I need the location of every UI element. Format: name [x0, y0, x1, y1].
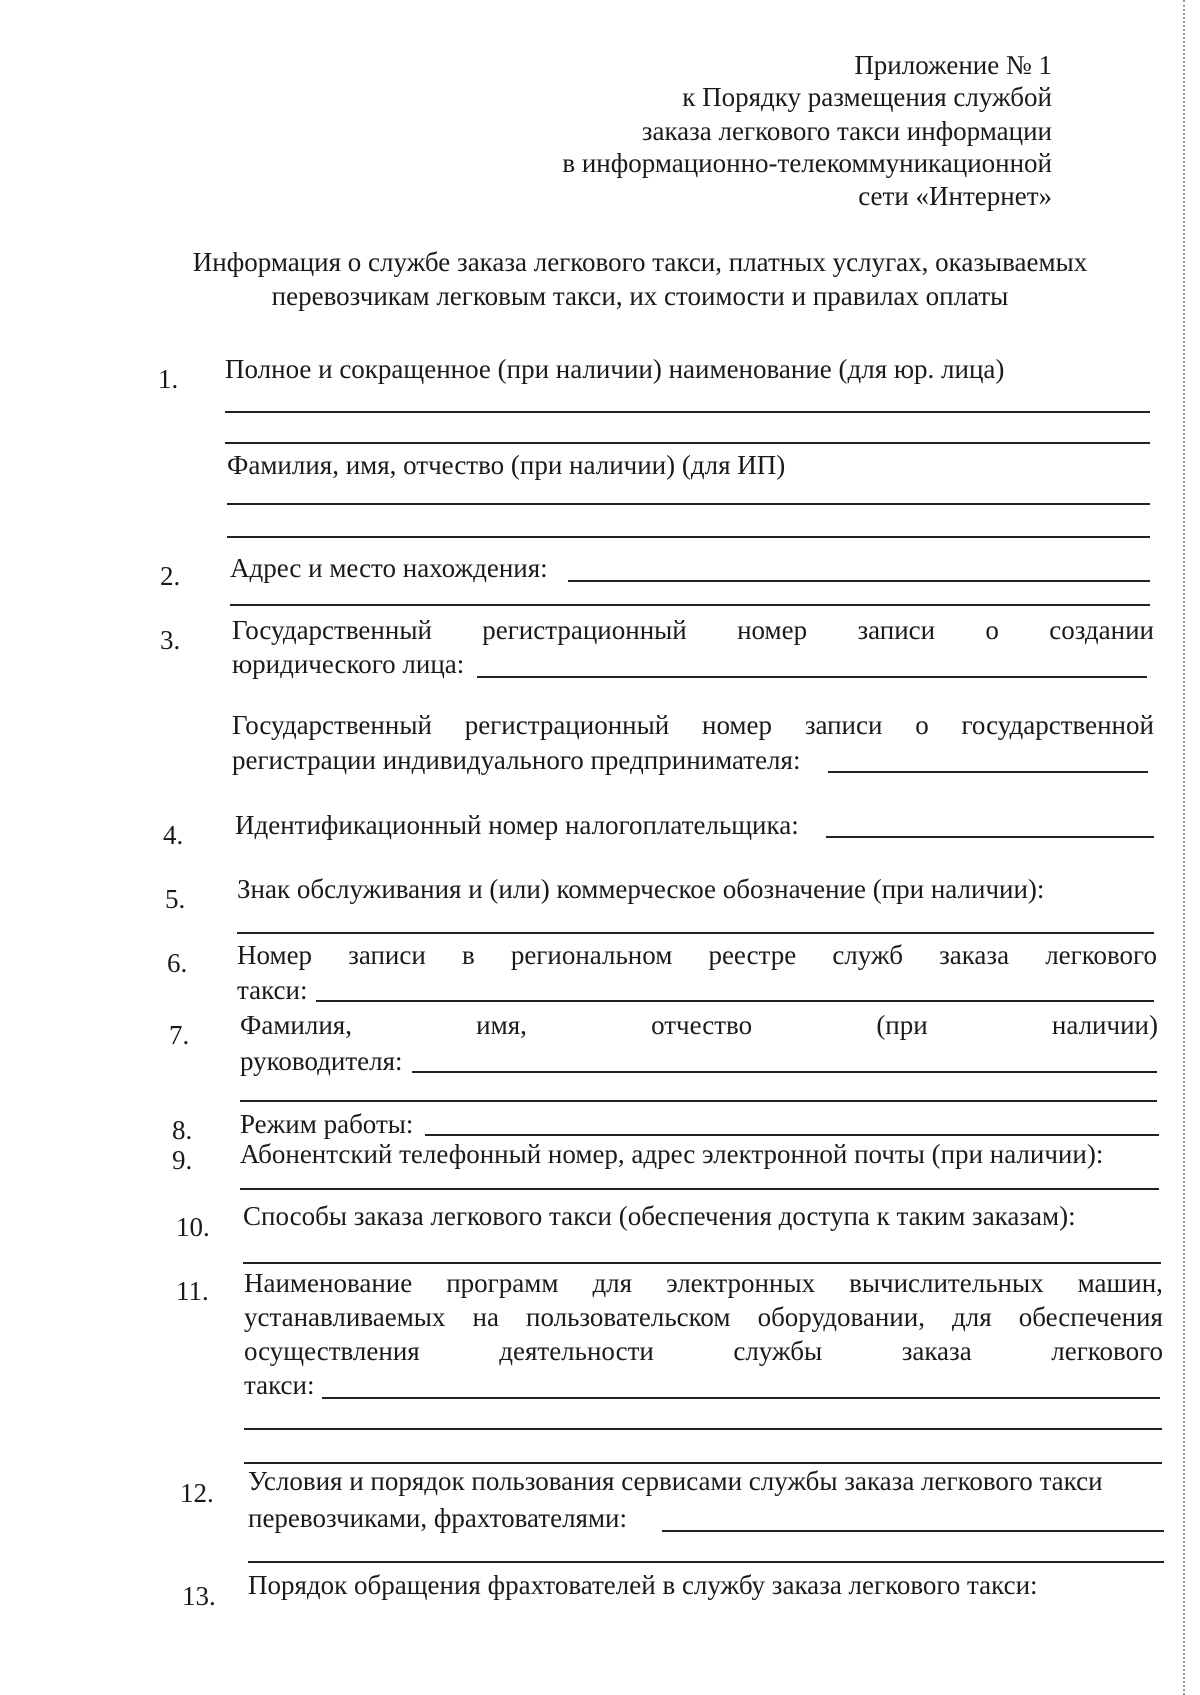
word: службы [733, 1336, 823, 1366]
appendix-line-4: в информационно-телекоммуникационной [562, 148, 1052, 178]
word: Номер [237, 940, 313, 970]
fill-line[interactable] [828, 771, 1148, 773]
fill-line[interactable] [244, 1462, 1162, 1464]
item-text-justified [237, 940, 1157, 970]
item-number: 8. [172, 1115, 193, 1145]
word: Наименование [244, 1268, 413, 1298]
word: записи [857, 615, 936, 645]
fill-line[interactable] [225, 411, 1150, 413]
item-text-justified [232, 615, 1154, 645]
item-text-tail: регистрации индивидуального предпринимателя: [232, 745, 801, 775]
fill-line[interactable] [225, 442, 1150, 444]
fill-line[interactable] [240, 1100, 1157, 1102]
word: заказа [939, 940, 1010, 970]
item-number: 2. [160, 561, 181, 591]
item-text: Адрес и место нахождения: [230, 553, 548, 583]
fill-line[interactable] [227, 536, 1150, 538]
item-text: Условия и порядок пользования сервисами службы заказа легкового такси [248, 1466, 1103, 1496]
appendix-line-5: сети «Интернет» [858, 181, 1052, 211]
word: обеспечения [1018, 1302, 1163, 1332]
fill-line[interactable] [237, 932, 1154, 934]
page-edge-perforation [1183, 0, 1185, 1695]
item-number: 1. [158, 364, 179, 394]
item-number: 5. [165, 884, 186, 914]
word: записи [348, 940, 426, 970]
word: программ [446, 1268, 559, 1298]
fill-line[interactable] [230, 604, 1150, 606]
word: Фамилия, [240, 1010, 352, 1040]
item-number: 4. [163, 820, 184, 850]
appendix-line-3: заказа легкового такси информации [641, 116, 1052, 146]
word: служб [832, 940, 903, 970]
word: государственной [961, 710, 1154, 740]
item-text-justified [244, 1268, 1163, 1298]
item-number: 3. [160, 625, 181, 655]
item-text-tail: перевозчиками, фрахтователями: [248, 1503, 628, 1533]
word: регистрационный [482, 615, 687, 645]
word: номер [737, 615, 808, 645]
item-text: Знак обслуживания и (или) коммерческое обозначение (при наличии): [237, 874, 1045, 904]
item-text-tail: такси: [237, 975, 308, 1005]
word: имя, [476, 1010, 527, 1040]
word: Государственный [232, 615, 432, 645]
word: номер [702, 710, 773, 740]
word: о [985, 615, 999, 645]
item-text: Абонентский телефонный номер, адрес электронной почты (при наличии): [240, 1139, 1104, 1169]
item-text-justified [232, 710, 1154, 740]
word: осуществления [244, 1336, 420, 1366]
word: в [461, 940, 475, 970]
fill-line[interactable] [227, 503, 1150, 505]
appendix-line-2: к Порядку размещения службой [682, 82, 1052, 112]
title-line-1: Информация о службе заказа легкового такси, платных услугах, оказываемых [192, 247, 1088, 277]
item-text-tail: такси: [244, 1370, 315, 1400]
item-text-justified [244, 1302, 1163, 1332]
word: о [915, 710, 929, 740]
word: вычислительных [849, 1268, 1044, 1298]
word: регистрационный [464, 710, 670, 740]
word: устанавливаемых [244, 1302, 446, 1332]
title-line-2: перевозчикам легковым такси, их стоимости и правилах оплаты [271, 281, 1009, 311]
item-number: 12. [180, 1478, 214, 1508]
fill-line[interactable] [316, 1000, 1154, 1002]
item-subtext: Фамилия, имя, отчество (при наличии) (для ИП) [227, 450, 786, 480]
item-text: Порядок обращения фрахтователей в службу заказа легкового такси: [248, 1570, 1038, 1600]
item-text: Способы заказа легкового такси (обеспечения доступа к таким заказам): [243, 1201, 1076, 1231]
fill-line[interactable] [412, 1071, 1157, 1073]
item-number: 13. [182, 1581, 216, 1611]
item-text-justified [244, 1336, 1163, 1366]
item-number: 9. [172, 1145, 193, 1175]
fill-line[interactable] [240, 1188, 1159, 1190]
item-text: Полное и сокращенное (при наличии) наименование (для юр. лица) [225, 354, 1005, 384]
item-number: 10. [176, 1212, 210, 1242]
word: наличии) [1051, 1010, 1158, 1040]
fill-line[interactable] [248, 1561, 1164, 1563]
item-text: Идентификационный номер налогоплательщика: [235, 810, 799, 840]
item-number: 7. [169, 1020, 190, 1050]
word: (при [876, 1010, 928, 1040]
word: Государственный [232, 710, 432, 740]
fill-line[interactable] [826, 836, 1154, 838]
fill-line[interactable] [322, 1397, 1160, 1399]
fill-line[interactable] [244, 1428, 1162, 1430]
fill-line[interactable] [477, 676, 1147, 678]
fill-line[interactable] [243, 1262, 1161, 1264]
word: записи [804, 710, 883, 740]
item-number: 11. [176, 1276, 209, 1306]
appendix-number: Приложение № 1 [854, 50, 1052, 80]
word: оборудовании, [757, 1302, 925, 1332]
word: пользовательском [526, 1302, 731, 1332]
word: машин, [1077, 1268, 1163, 1298]
fill-line[interactable] [662, 1530, 1164, 1532]
word: для [592, 1268, 633, 1298]
fill-line[interactable] [425, 1134, 1159, 1136]
fill-line[interactable] [568, 580, 1150, 582]
word: для [952, 1302, 992, 1332]
word: на [472, 1302, 499, 1332]
word: легкового [1045, 940, 1157, 970]
word: региональном [510, 940, 673, 970]
item-text-tail: юридического лица: [232, 649, 465, 679]
word: деятельности [499, 1336, 654, 1366]
word: легкового [1051, 1336, 1163, 1366]
item-number: 6. [167, 948, 188, 978]
item-text-tail: руководителя: [240, 1046, 403, 1076]
word: заказа [901, 1336, 972, 1366]
item-text-justified [240, 1010, 1158, 1040]
word: реестре [708, 940, 797, 970]
word: создании [1049, 615, 1154, 645]
word: отчество [651, 1010, 753, 1040]
word: электронных [666, 1268, 816, 1298]
item-text: Режим работы: [240, 1109, 414, 1139]
